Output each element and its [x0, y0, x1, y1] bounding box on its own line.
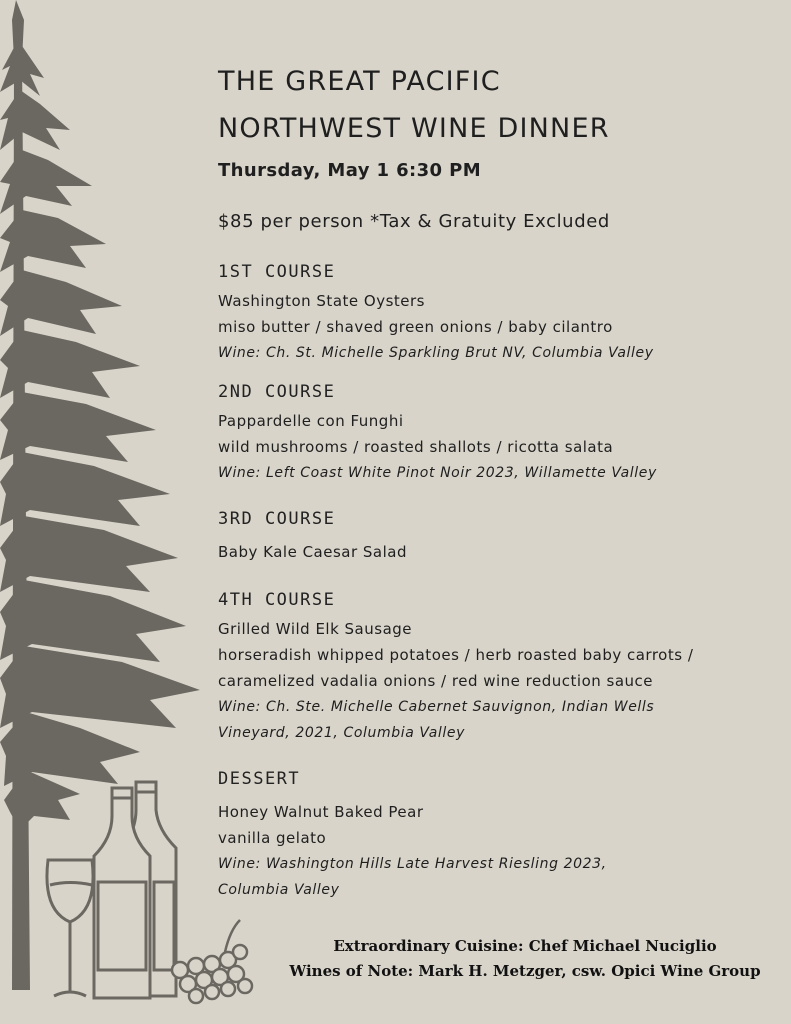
course-dish: Pappardelle con Funghi	[218, 412, 404, 430]
course-title: 2ND COURSE	[218, 382, 336, 402]
course-title: 1ST COURSE	[218, 262, 336, 282]
page-title	[218, 58, 610, 153]
course-dish: Honey Walnut Baked Pear	[218, 803, 424, 821]
course-details: caramelized vadalia onions / red wine reduction sauce	[218, 672, 654, 690]
course-wine: Columbia Valley	[218, 882, 340, 898]
wine-glass-icon	[47, 860, 93, 996]
course-wine: Wine: Ch. Ste. Michelle Cabernet Sauvignon, Indian Wells	[218, 699, 655, 715]
course-4	[218, 590, 693, 746]
course-dish: Washington State Oysters	[218, 292, 425, 310]
wine-bottle-icon	[94, 782, 176, 998]
course-2	[218, 382, 657, 486]
title-line-2: NORTHWEST WINE DINNER	[218, 113, 610, 145]
course-wine: Wine: Washington Hills Late Harvest Riesling 2023,	[218, 856, 607, 872]
course-wine: Wine: Ch. St. Michelle Sparkling Brut NV, Columbia Valley	[218, 345, 654, 361]
course-dessert	[218, 769, 607, 903]
event-date-time: Thursday, May 1 6:30 PM	[218, 160, 482, 181]
credits	[270, 934, 780, 984]
course-title: DESSERT	[218, 769, 301, 789]
course-wine: Wine: Left Coast White Pinot Noir 2023, Willamette Valley	[218, 465, 657, 481]
course-details: vanilla gelato	[218, 829, 327, 847]
course-dish: Baby Kale Caesar Salad	[218, 543, 408, 561]
course-3	[218, 509, 407, 565]
title-line-1: THE GREAT PACIFIC	[218, 66, 501, 97]
chef-credit: Extraordinary Cuisine: Chef Michael Nuciglio	[333, 937, 717, 955]
course-dish: Grilled Wild Elk Sausage	[218, 620, 413, 638]
course-title: 3RD COURSE	[218, 509, 336, 529]
course-details: horseradish whipped potatoes / herb roasted baby carrots /	[218, 646, 694, 664]
course-wine: Vineyard, 2021, Columbia Valley	[218, 725, 465, 741]
course-details: wild mushrooms / roasted shallots / ricotta salata	[218, 438, 614, 456]
course-1	[218, 262, 654, 366]
course-details: miso butter / shaved green onions / baby cilantro	[218, 318, 613, 336]
grapes-icon	[172, 920, 252, 1003]
course-title: 4TH COURSE	[218, 590, 336, 610]
wines-credit: Wines of Note: Mark H. Metzger, csw. Opici Wine Group	[289, 962, 761, 980]
event-price: $85 per person *Tax & Gratuity Excluded	[218, 211, 610, 232]
